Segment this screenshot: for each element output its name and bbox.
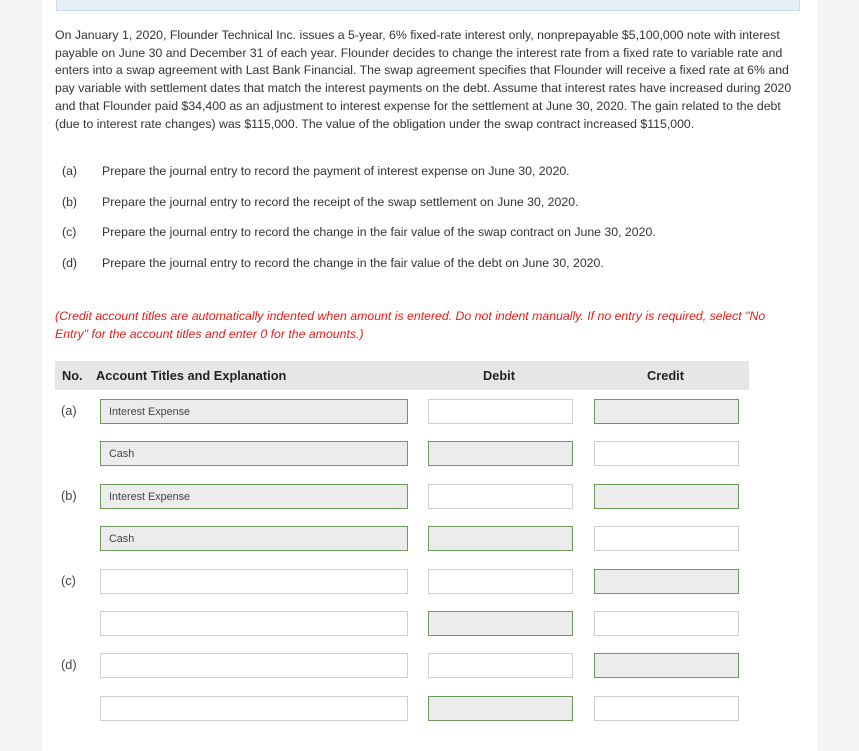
journal-row-c-2 xyxy=(55,611,749,638)
top-banner xyxy=(56,0,800,11)
journal-row-d-1 xyxy=(55,653,749,680)
header-no: No. xyxy=(62,368,83,383)
instructions-note: (Credit account titles are automatically indented when amount is entered. Do not indent manually. If no entry is required, select "No Entry" for the account titles and enter 0 for the amounts.) xyxy=(55,309,766,341)
problem-statement: On January 1, 2020, Flounder Technical Inc. issues a 5-year, 6% fixed-rate interest only, nonprepayable $5,100,000 note with interest payable on June 30 and December 31 of each year. Flounder decides to change the interest rate from a fixed rate to variable rate and enters into a swap agreement with Last Bank Financial. The swap agreement specifies that Flounder will receive a fixed rate at 6% and pay variable with settlement dates that match the interest payments on the debt. Assume that interest rates have increased during 2020 and that Flounder paid $34,400 as an adjustment to interest expense for the settlement at June 30, 2020. The gain related to the debt (due to interest rate changes) was $115,000. The value of the obligation under the swap contract increased $115,000. xyxy=(55,28,792,131)
credit-input[interactable] xyxy=(594,441,739,466)
header-account: Account Titles and Explanation xyxy=(96,368,287,383)
account-title-input[interactable] xyxy=(100,526,408,551)
account-title-input[interactable] xyxy=(100,484,408,509)
debit-input[interactable] xyxy=(428,484,573,509)
part-c xyxy=(62,217,802,248)
credit-input[interactable] xyxy=(594,696,739,721)
account-title-input[interactable] xyxy=(100,696,408,721)
row-label: (c) xyxy=(61,573,76,588)
part-letter: (c) xyxy=(62,225,77,240)
journal-table-header xyxy=(55,361,749,390)
debit-input[interactable] xyxy=(428,399,573,424)
part-text: Prepare the journal entry to record the change in the fair value of the debt on June 30, 2020. xyxy=(102,255,604,270)
row-label: (d) xyxy=(61,657,77,672)
account-title-input[interactable] xyxy=(100,569,408,594)
debit-input[interactable] xyxy=(428,441,573,466)
journal-row-d-2 xyxy=(55,696,749,723)
part-letter: (d) xyxy=(62,255,78,270)
part-letter: (a) xyxy=(62,164,78,179)
account-title-input[interactable] xyxy=(100,441,408,466)
header-credit: Credit xyxy=(647,368,684,383)
part-text: Prepare the journal entry to record the payment of interest expense on June 30, 2020. xyxy=(102,164,570,179)
debit-input[interactable] xyxy=(428,526,573,551)
debit-input[interactable] xyxy=(428,653,573,678)
journal-row-b-2 xyxy=(55,526,749,553)
part-a xyxy=(62,156,802,187)
part-text: Prepare the journal entry to record the receipt of the swap settlement on June 30, 2020. xyxy=(102,194,579,209)
credit-input[interactable] xyxy=(594,484,739,509)
part-letter: (b) xyxy=(62,194,78,209)
part-d xyxy=(62,248,802,279)
question-parts xyxy=(62,156,802,278)
journal-row-b-1 xyxy=(55,484,749,511)
credit-input[interactable] xyxy=(594,526,739,551)
part-b xyxy=(62,187,802,218)
row-label: (a) xyxy=(61,403,77,418)
debit-input[interactable] xyxy=(428,696,573,721)
credit-input[interactable] xyxy=(594,569,739,594)
credit-input[interactable] xyxy=(594,653,739,678)
debit-input[interactable] xyxy=(428,611,573,636)
journal-row-c-1 xyxy=(55,569,749,596)
row-label: (b) xyxy=(61,488,77,503)
account-title-input[interactable] xyxy=(100,611,408,636)
part-text: Prepare the journal entry to record the change in the fair value of the swap contract on June 30, 2020. xyxy=(102,225,656,240)
journal-row-a-1 xyxy=(55,399,749,426)
journal-row-a-2 xyxy=(55,441,749,468)
credit-input[interactable] xyxy=(594,399,739,424)
account-title-input[interactable] xyxy=(100,399,408,424)
account-title-input[interactable] xyxy=(100,653,408,678)
credit-input[interactable] xyxy=(594,611,739,636)
header-debit: Debit xyxy=(483,368,515,383)
debit-input[interactable] xyxy=(428,569,573,594)
